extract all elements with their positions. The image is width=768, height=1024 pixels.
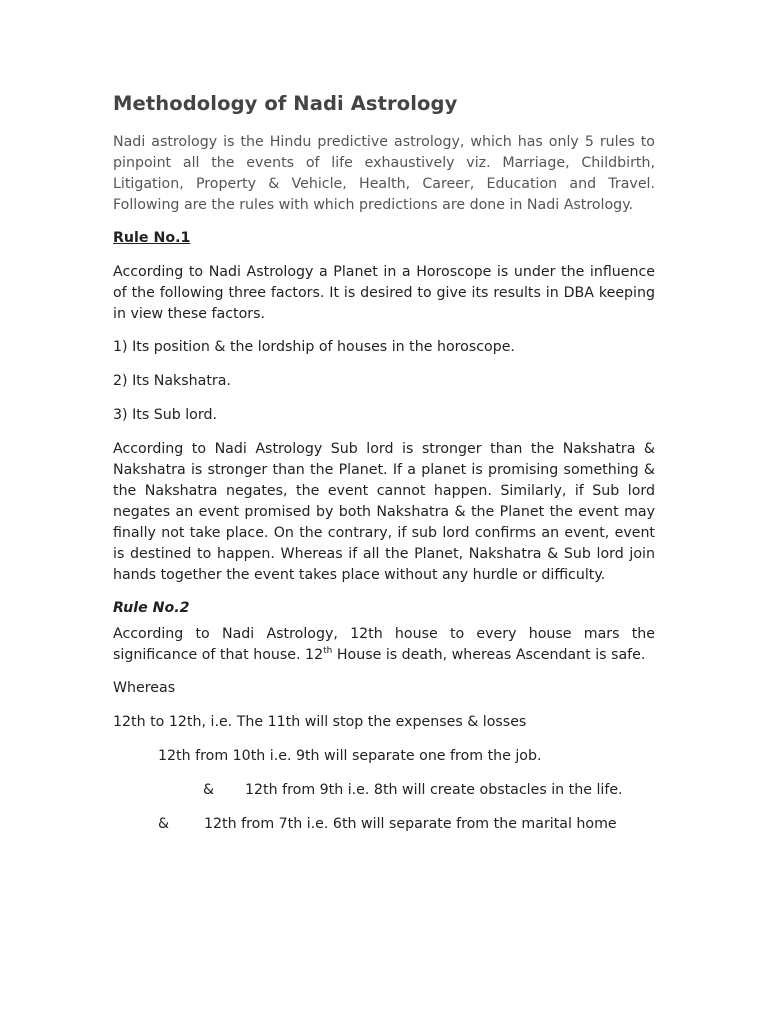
intro-paragraph: Nadi astrology is the Hindu predictive astrology, which has only 5 rules to pinpoint all the events of life exhaustively viz. Marriage, Childbirth, Litigation, Property & Vehicle, Health, Career, Education and Travel. Following are the rules with which predictions are done in Nadi Astrology. [113, 134, 655, 213]
rule1-item-3: 3) Its Sub lord. [113, 407, 217, 423]
rule2-superscript: th [323, 646, 333, 656]
rule2-line-4-text: 12th from 7th i.e. 6th will separate from the marital home [204, 816, 617, 832]
rule2-line-3 [113, 780, 655, 801]
rule2-line-4 [113, 814, 655, 835]
rule2-paragraph-end: House is death, whereas Ascendant is safe. [332, 647, 646, 663]
ampersand: & [203, 782, 215, 798]
rule1-paragraph-2: According to Nadi Astrology Sub lord is stronger than the Nakshatra & Nakshatra is stronger than the Planet. If a planet is promising something & the Nakshatra negates, the event cannot happen. Similarly, if Sub lord negates an event promised by both Nakshatra & the Planet the event may finally not take place. On the contrary, if sub lord confirms an event, event is destined to happen. Whereas if all the Planet, Nakshatra & Sub lord join hands together the event takes place without any hurdle or difficulty. [113, 441, 655, 583]
rule2-line-3-text: 12th from 9th i.e. 8th will create obstacles in the life. [245, 782, 623, 798]
rule1-item-1: 1) Its position & the lordship of houses in the horoscope. [113, 339, 515, 355]
rule2-paragraph [113, 624, 655, 666]
page-title: Methodology of Nadi Astrology [113, 92, 458, 115]
rule2-paragraph-start: According to Nadi Astrology, 12th house to every house mars the significance of that house. 12 [113, 626, 655, 663]
rule2-heading: Rule No.2 [113, 600, 190, 616]
rule2-line-1: 12th to 12th, i.e. The 11th will stop the expenses & losses [113, 714, 527, 730]
rule1-item-2: 2) Its Nakshatra. [113, 373, 231, 389]
document-page [113, 90, 655, 848]
whereas-line: Whereas [113, 680, 176, 696]
rule1-heading: Rule No.1 [113, 230, 191, 246]
rule1-paragraph-1: According to Nadi Astrology a Planet in a Horoscope is under the influence of the following three factors. It is desired to give its results in DBA keeping in view these factors. [113, 264, 655, 322]
ampersand: & [158, 816, 170, 832]
rule2-line-2: 12th from 10th i.e. 9th will separate one from the job. [158, 748, 542, 764]
